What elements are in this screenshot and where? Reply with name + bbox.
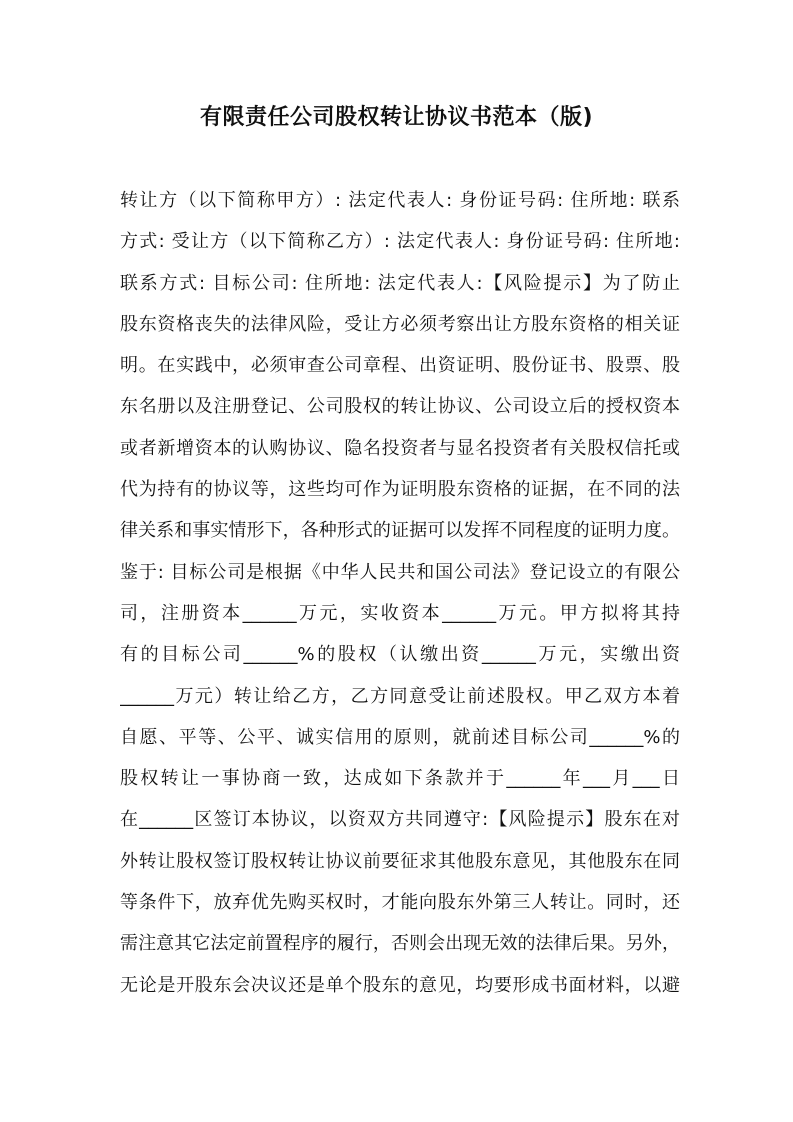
body-line: 司，注册资本______万元，实收资本______万元。甲方拟将其持: [120, 602, 680, 624]
body-line: 股东资格丧失的法律风险，受让方必须考察出让方股东资格的相关证: [120, 313, 680, 335]
body-line: 律关系和事实情形下，各种形式的证据可以发挥不同程度的证明力度。: [120, 520, 680, 542]
body-line: ______万元）转让给乙方，乙方同意受让前述股权。甲乙双方本着: [120, 685, 680, 707]
body-line: 联系方式: 目标公司: 住所地: 法定代表人:【风险提示】为了防止: [120, 272, 680, 294]
document-body: [120, 180, 680, 1006]
body-line: 转让方（以下简称甲方）: 法定代表人: 身份证号码: 住所地: 联系: [120, 190, 680, 211]
body-line: 方式: 受让方（以下简称乙方）: 法定代表人: 身份证号码: 住所地:: [120, 231, 680, 253]
body-line: 等条件下，放弃优先购买权时，才能向股东外第三人转让。同时，还: [120, 892, 680, 914]
body-line: 在______区签订本协议，以资双方共同遵守:【风险提示】股东在对: [120, 809, 680, 831]
document-title: 有限责任公司股权转让协议书范本（版): [199, 105, 594, 130]
body-line: 需注意其它法定前置程序的履行，否则会出现无效的法律后果。另外，: [120, 933, 680, 955]
body-line: 外转让股权签订股权转让协议前要征求其他股东意见，其他股东在同: [120, 850, 680, 872]
body-line: 代为持有的协议等，这些均可作为证明股东资格的证据，在不同的法: [120, 479, 680, 501]
body-line: 有的目标公司______%的股权（认缴出资______万元，实缴出资: [120, 644, 680, 666]
body-line: 鉴于: 目标公司是根据《中华人民共和国公司法》登记设立的有限公: [120, 561, 680, 583]
body-line: 无论是开股东会决议还是单个股东的意见，均要形成书面材料，以避: [120, 974, 680, 996]
body-line: 东名册以及注册登记、公司股权的转让协议、公司设立后的授权资本: [120, 396, 680, 418]
body-line: 明。在实践中，必须审查公司章程、出资证明、股份证书、股票、股: [120, 355, 680, 377]
body-line: 股权转让一事协商一致，达成如下条款并于______年___月___日: [120, 768, 680, 790]
body-line: 或者新增资本的认购协议、隐名投资者与显名投资者有关股权信托或: [120, 437, 680, 459]
body-line: 自愿、平等、公平、诚实信用的原则，就前述目标公司______%的: [120, 726, 680, 748]
